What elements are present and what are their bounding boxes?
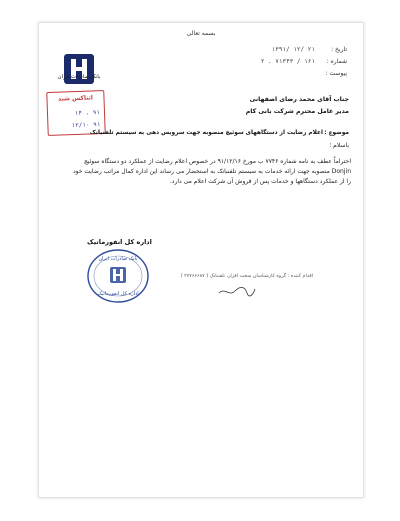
stamp-title: اتناکس شبد <box>57 94 94 103</box>
letter-page <box>38 22 364 498</box>
attachment-label: پیوست : <box>325 70 347 77</box>
signature-title: اداره کل انفورماتیک <box>87 238 152 246</box>
stamp-number: ۱۴ ، ۹۱ <box>74 109 101 118</box>
date-value: ۱۳۹۱/ ۱۲/ ۲۱ <box>271 46 315 53</box>
letter-body: احتراماً عطف به نامه شماره ۷۷۴۶ ب مورخ ۹۱/۱۲/۱۶ در خصوص اعلام رضایت از عملکرد دو دستگاه سوئیچ Donjin منصوبه جهت ارائه خدمات به سیستم تلفنبانک به استحضار می رساند این اداره کمال مراتب رضایت خود را از عملکرد دستگاهها و خدمات پس از فروش آن شرکت اعلام می دارد. <box>72 158 351 185</box>
invocation-text: بسمه تعالی <box>186 30 216 37</box>
subject-label: موضوع : <box>324 130 349 136</box>
subject-text: اعلام رضایت از دستگاههای سوئیچ منصوبه جهت سرویس دهی به سیستم تلفنبانک <box>89 130 323 136</box>
number-label: شماره : <box>326 58 347 65</box>
bank-name: بانک صادرات ایران <box>57 74 101 80</box>
recipient-title: مدیر عامل محترم شرکت بانی کام <box>245 108 349 115</box>
greeting: باسلام ؛ <box>329 142 349 149</box>
seal-text-1: بانک صادرات ایران <box>98 256 138 262</box>
footer-note: اقدام کننده : گروه کارشناسان سخت افزار، تلفنبانک ( ۲۷۷۶۶۶۸۷ ) <box>180 274 313 279</box>
official-seal <box>83 245 153 305</box>
bank-logo-icon <box>61 47 97 91</box>
date-label: تاریخ : <box>331 46 347 53</box>
seal-text-2: اداره کل انفورماتیک <box>97 291 139 297</box>
signature-scribble <box>217 285 257 297</box>
number-value: ۲ . ۷۱۳۴۳ / ۱۶۱ <box>260 58 315 65</box>
stamp-number-2: ۱۲/۱۰ ۹۱ <box>71 121 101 130</box>
recipient-name: جناب آقای محمد رضای اصفهانی <box>249 96 349 103</box>
